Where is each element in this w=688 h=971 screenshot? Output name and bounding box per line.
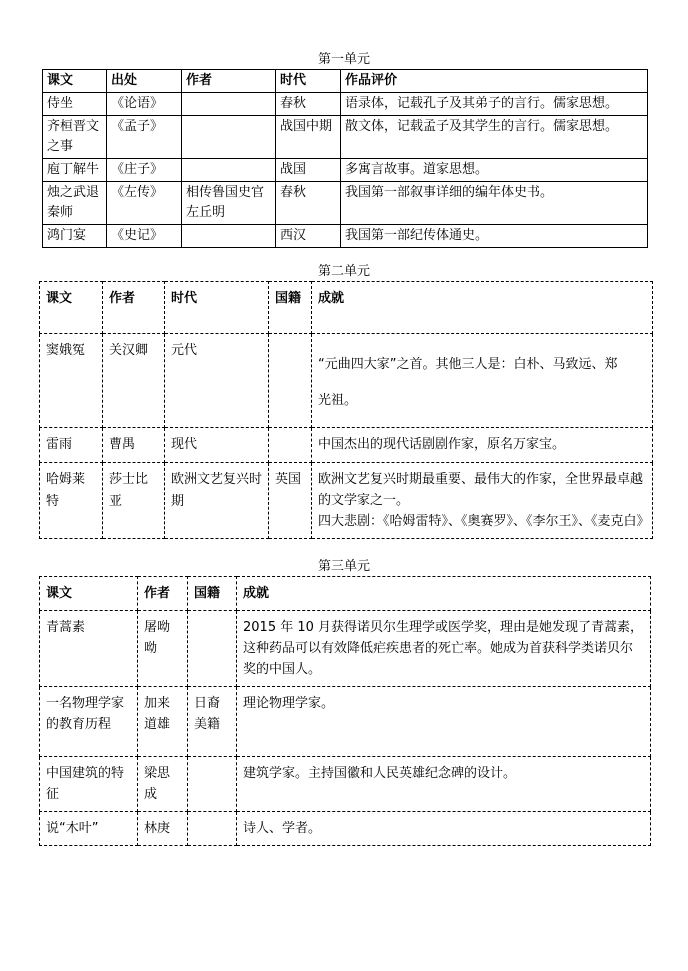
cell-text: 中国建筑的特征 [40, 757, 138, 812]
cell-source: 《论语》 [107, 93, 182, 116]
unit2-title: 第二单元 [317, 264, 370, 279]
table-header-row [40, 577, 651, 611]
table-row [40, 463, 653, 539]
cell-era: 欧洲文艺复兴时期 [165, 463, 269, 539]
cell-text: 侍坐 [43, 93, 107, 116]
header-cell: 课文 [40, 282, 103, 334]
cell-author [182, 225, 276, 248]
cell-author [182, 116, 276, 159]
cell-achievement [312, 463, 653, 539]
header-cell: 成就 [237, 577, 651, 611]
cell-review: 多寓言故事。道家思想。 [341, 159, 648, 182]
table-row [43, 159, 648, 182]
table-header-row [40, 282, 653, 334]
achievement-line: “元曲四大家”之首。其他三人是：白朴、马致远、郑 [318, 357, 618, 372]
unit3-title: 第三单元 [317, 559, 370, 574]
achievement-line: 四大悲剧：《哈姆雷特》、《奥赛罗》、《李尔王》、《麦克白》 [318, 514, 650, 529]
cell-review: 语录体，记载孔子及其弟子的言行。儒家思想。 [341, 93, 648, 116]
cell-text: 说“木叶” [40, 812, 138, 846]
cell-author: 屠呦呦 [138, 611, 188, 687]
cell-review: 我国第一部叙事详细的编年体史书。 [341, 182, 648, 225]
unit1-table [42, 69, 648, 248]
header-cell: 作者 [138, 577, 188, 611]
cell-author [182, 159, 276, 182]
table-row [40, 812, 651, 846]
cell-era: 春秋 [276, 182, 341, 225]
cell-era: 西汉 [276, 225, 341, 248]
cell-era: 现代 [165, 428, 269, 463]
header-cell: 时代 [276, 70, 341, 93]
cell-text: 雷雨 [40, 428, 103, 463]
cell-text: 青蒿素 [40, 611, 138, 687]
cell-nation [269, 428, 312, 463]
cell-nation [188, 611, 237, 687]
cell-author: 加来道雄 [138, 687, 188, 757]
table-row [43, 182, 648, 225]
header-cell: 课文 [43, 70, 107, 93]
cell-achievement: 中国杰出的现代话剧剧作家，原名万家宝。 [312, 428, 653, 463]
table-row [40, 611, 651, 687]
header-cell: 作品评价 [341, 70, 648, 93]
cell-achievement: 2015 年 10 月获得诺贝尔生理学或医学奖，理由是她发现了青蒿素，这种药品可以有效降低疟疾患者的死亡率。她成为首获科学类诺贝尔奖的中国人。 [237, 611, 651, 687]
cell-achievement: 诗人、学者。 [237, 812, 651, 846]
unit3-table [39, 576, 651, 846]
cell-text: 齐桓晋文之事 [43, 116, 107, 159]
cell-nation [188, 757, 237, 812]
table-row [40, 757, 651, 812]
cell-author: 梁思成 [138, 757, 188, 812]
cell-source: 《左传》 [107, 182, 182, 225]
cell-source: 《史记》 [107, 225, 182, 248]
cell-author: 莎士比亚 [103, 463, 165, 539]
header-cell: 国籍 [269, 282, 312, 334]
cell-review: 散文体，记载孟子及其学生的言行。儒家思想。 [341, 116, 648, 159]
cell-nation: 英国 [269, 463, 312, 539]
cell-nation: 日裔美籍 [188, 687, 237, 757]
achievement-line: 欧洲文艺复兴时期最重要、最伟大的作家，全世界最卓越的文学家之一。 [318, 472, 644, 508]
cell-source: 《孟子》 [107, 116, 182, 159]
header-cell: 出处 [107, 70, 182, 93]
cell-era: 战国中期 [276, 116, 341, 159]
cell-era: 战国 [276, 159, 341, 182]
cell-achievement: 建筑学家。主持国徽和人民英雄纪念碑的设计。 [237, 757, 651, 812]
cell-text: 窦娥冤 [40, 334, 103, 428]
achievement-line: 光祖。 [318, 393, 358, 408]
header-cell: 成就 [312, 282, 653, 334]
table-row [43, 116, 648, 159]
table-row [43, 93, 648, 116]
cell-author: 林庚 [138, 812, 188, 846]
cell-text: 哈姆莱特 [40, 463, 103, 539]
cell-source: 《庄子》 [107, 159, 182, 182]
unit2-table [39, 281, 653, 539]
cell-author: 相传鲁国史官左丘明 [182, 182, 276, 225]
cell-author: 曹禺 [103, 428, 165, 463]
header-cell: 作者 [182, 70, 276, 93]
table-header-row [43, 70, 648, 93]
cell-nation [188, 812, 237, 846]
table-row [40, 334, 653, 428]
cell-review: 我国第一部纪传体通史。 [341, 225, 648, 248]
table-row [40, 428, 653, 463]
cell-achievement: 理论物理学家。 [237, 687, 651, 757]
cell-author [182, 93, 276, 116]
cell-text: 庖丁解牛 [43, 159, 107, 182]
cell-author: 关汉卿 [103, 334, 165, 428]
cell-text: 鸿门宴 [43, 225, 107, 248]
table-row [40, 687, 651, 757]
header-cell: 国籍 [188, 577, 237, 611]
cell-era: 元代 [165, 334, 269, 428]
header-cell: 课文 [40, 577, 138, 611]
cell-text: 一名物理学家的教育历程 [40, 687, 138, 757]
cell-text: 烛之武退秦师 [43, 182, 107, 225]
header-cell: 作者 [103, 282, 165, 334]
cell-era: 春秋 [276, 93, 341, 116]
table-row [43, 225, 648, 248]
cell-achievement [312, 334, 653, 428]
header-cell: 时代 [165, 282, 269, 334]
cell-nation [269, 334, 312, 428]
unit1-title: 第一单元 [317, 52, 370, 67]
